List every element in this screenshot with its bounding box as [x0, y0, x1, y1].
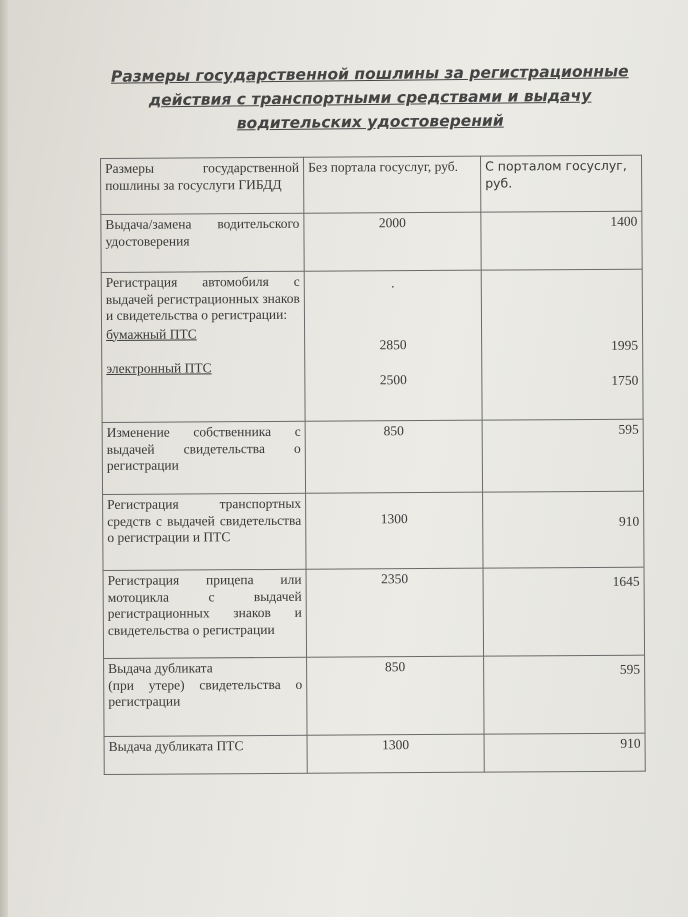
table-row: [104, 733, 645, 774]
title-line-3: водительских удостоверений: [236, 111, 504, 133]
price-without-portal: 2000: [304, 212, 481, 271]
price-with-portal: 910: [484, 733, 645, 772]
price-paper-pts-portal: 1995: [611, 337, 639, 353]
table-header-row: [101, 155, 642, 214]
row-label: [101, 271, 305, 422]
price-without-portal: [304, 270, 482, 421]
price-without-portal: 2350: [306, 568, 484, 657]
row-label-line-2: (при утере) свидетельства о регистрации: [108, 676, 303, 709]
price-without-portal: 1300: [306, 492, 483, 569]
price-with-portal: 1400: [481, 211, 642, 270]
header-with-portal: С порталом госуслуг, руб.: [480, 155, 641, 212]
price-paper-pts: 2850: [379, 337, 407, 353]
fees-table: [100, 155, 646, 775]
row-label-line-1: Выдача дубликата: [108, 660, 213, 676]
table-row: [104, 655, 645, 736]
row-label: Выдача/замена водительского удостоверения: [101, 213, 304, 272]
row-label: Изменение собственника с выдачей свидетельства о регистрации: [102, 421, 305, 494]
price-without-portal: 1300: [307, 734, 484, 773]
row-label: [104, 657, 307, 736]
price-with-portal: 595: [482, 419, 643, 492]
price-electronic-pts-portal: 1750: [611, 372, 639, 388]
row-label: Регистрация прицепа или мотоцикла с выдачей регистрационных знаков и свидетельства о регистрации: [103, 569, 307, 658]
table-row: [102, 419, 643, 494]
price-with-portal: 910: [483, 491, 644, 568]
price-with-portal: 1645: [483, 567, 645, 656]
title-line-1: Размеры государственной пошлины за регистрационные: [110, 62, 629, 86]
paper-edge: [0, 0, 8, 917]
price-without-portal: 850: [307, 656, 484, 735]
header-without-portal: Без портала госуслуг, руб.: [303, 156, 480, 213]
row-label: Регистрация транспортных средств с выдачей свидетельства о регистрации и ПТС: [103, 493, 306, 570]
sub-label-paper-pts: бумажный ПТС: [106, 325, 197, 342]
header-service: Размеры государственной пошлины за госуслуги ГИБДД: [101, 157, 304, 214]
table-row: [101, 269, 643, 422]
row-label-main: Регистрация автомобиля с выдачей регистрационных знаков и свидетельства о регистрации:: [105, 273, 300, 323]
stray-mark: ·: [390, 279, 396, 295]
price-electronic-pts: 2500: [379, 371, 407, 387]
table-row: [103, 491, 644, 570]
title-line-2: действия с транспортными средствами и выдачу: [148, 86, 592, 110]
price-with-portal: [481, 269, 643, 420]
price-with-portal: 595: [484, 655, 645, 734]
table-row: [101, 211, 642, 272]
table-row: [103, 567, 645, 658]
document-title: [100, 59, 641, 137]
row-label: Выдача дубликата ПТС: [104, 735, 307, 774]
price-without-portal: 850: [305, 420, 482, 493]
sub-label-electronic-pts: электронный ПТС: [106, 360, 212, 376]
